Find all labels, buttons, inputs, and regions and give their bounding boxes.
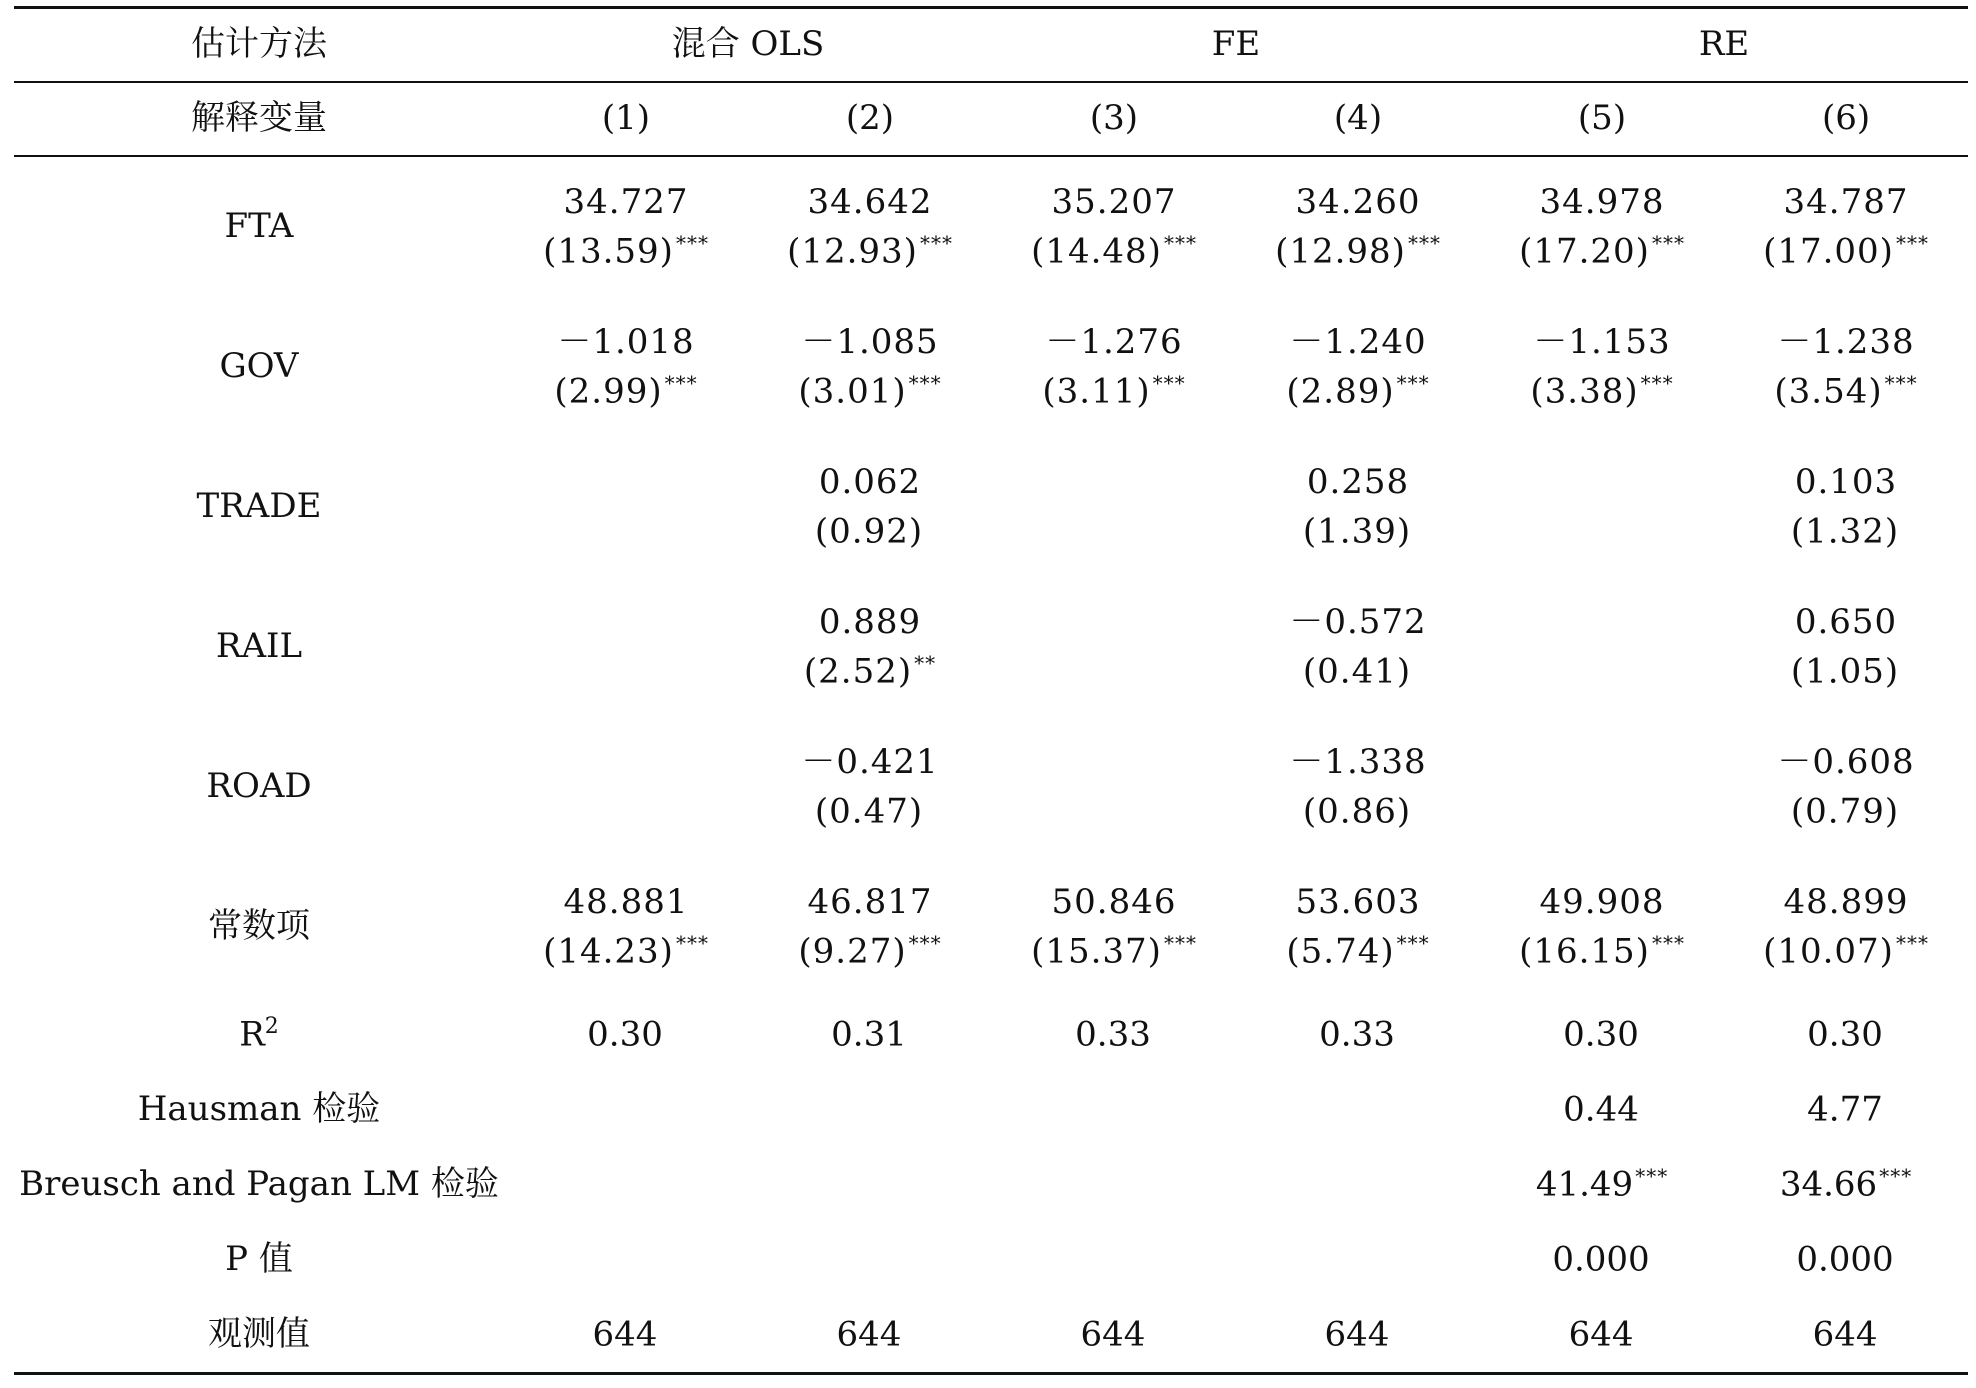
- cell-road-1: [504, 717, 748, 857]
- cell-fta-1: 34.727 (13.59) ***: [504, 156, 748, 297]
- cell-r2-1: 0.30: [587, 1014, 663, 1055]
- cell-gov-6: －1.238 (3.54) ***: [1774, 321, 1918, 412]
- cell-hausman-3: [992, 1072, 1236, 1147]
- cell-fta-6: 34.787 (17.00) ***: [1724, 156, 1968, 297]
- cell-obs-6: 644: [1724, 1297, 1968, 1374]
- header-method-label: 估计方法: [14, 8, 504, 83]
- row-label-trade: TRADE: [196, 486, 322, 527]
- cell-obs-2: 644: [748, 1297, 992, 1374]
- row-label-r-squared: $R^2$: [239, 1014, 279, 1055]
- header-var-label: 解释变量: [14, 82, 504, 156]
- cell-road-4: －1.338 (0.86): [1289, 741, 1427, 832]
- cell-pval-4: [1236, 1222, 1480, 1297]
- cell-road-5: [1480, 717, 1724, 857]
- row-observations: [14, 1297, 1968, 1374]
- cell-rail-1: [504, 577, 748, 717]
- header-col-5: (5): [1480, 82, 1724, 156]
- header-col-1: (1): [504, 82, 748, 156]
- row-label-breusch-pagan: Breusch and Pagan LM 检验: [19, 1163, 499, 1204]
- regression-results-table: [14, 6, 1968, 1375]
- header-col-4: (4): [1236, 82, 1480, 156]
- header-row-columns: [14, 82, 1968, 156]
- row-r-squared: [14, 997, 1968, 1072]
- cell-hausman-6: 4.77: [1807, 1089, 1883, 1130]
- cell-trade-2: 0.062 (0.92): [814, 461, 924, 552]
- cell-road-3: [992, 717, 1236, 857]
- cell-bp-5: 41.49 ***: [1535, 1163, 1669, 1205]
- cell-trade-4: 0.258 (1.39): [1302, 461, 1412, 552]
- header-row-methods: [14, 8, 1968, 83]
- row-label-observations: 观测值: [14, 1297, 504, 1374]
- cell-const-3: 50.846 (15.37) ***: [1031, 881, 1197, 972]
- cell-r2-4: 0.33: [1319, 1014, 1395, 1055]
- cell-gov-3: －1.276 (3.11) ***: [1042, 321, 1186, 412]
- row-breusch-pagan: [14, 1147, 1968, 1222]
- cell-pval-2: [748, 1222, 992, 1297]
- cell-const-5: 49.908 (16.15) ***: [1519, 881, 1685, 972]
- row-label-road: ROAD: [206, 766, 312, 807]
- cell-bp-6: 34.66 ***: [1779, 1163, 1913, 1205]
- cell-pval-6: 0.000: [1796, 1239, 1894, 1280]
- cell-rail-4: －0.572 (0.41): [1289, 601, 1427, 692]
- row-label-p-value: P 值: [225, 1238, 293, 1279]
- cell-obs-5: 644: [1480, 1297, 1724, 1374]
- cell-gov-5: －1.153 (3.38) ***: [1530, 321, 1674, 412]
- row-road: [14, 717, 1968, 857]
- cell-const-1: 48.881 (14.23) ***: [543, 881, 709, 972]
- row-gov: [14, 297, 1968, 437]
- header-group-re: RE: [1480, 8, 1968, 83]
- cell-hausman-5: 0.44: [1563, 1089, 1639, 1130]
- header-group-fe: FE: [992, 8, 1480, 83]
- cell-trade-5: [1480, 437, 1724, 577]
- cell-rail-3: [992, 577, 1236, 717]
- row-p-value: [14, 1222, 1968, 1297]
- header-col-3: (3): [992, 82, 1236, 156]
- cell-pval-1: [504, 1222, 748, 1297]
- cell-rail-5: [1480, 577, 1724, 717]
- row-label-rail: RAIL: [215, 626, 303, 667]
- cell-trade-3: [992, 437, 1236, 577]
- cell-fta-3: 35.207 (14.48) ***: [992, 156, 1236, 297]
- row-constant: [14, 857, 1968, 997]
- cell-pval-5: 0.000: [1552, 1239, 1650, 1280]
- cell-trade-6: 0.103 (1.32): [1790, 461, 1900, 552]
- cell-bp-4: [1236, 1147, 1480, 1222]
- cell-bp-2: [748, 1147, 992, 1222]
- cell-r2-5: 0.30: [1563, 1014, 1639, 1055]
- row-label-constant: 常数项: [208, 906, 310, 947]
- cell-hausman-4: [1236, 1072, 1480, 1147]
- cell-r2-2: 0.31: [831, 1014, 907, 1055]
- row-trade: [14, 437, 1968, 577]
- cell-rail-6: 0.650 (1.05): [1790, 601, 1900, 692]
- cell-fta-5: 34.978 (17.20) ***: [1480, 156, 1724, 297]
- cell-trade-1: [504, 437, 748, 577]
- cell-gov-2: －1.085 (3.01) ***: [798, 321, 942, 412]
- cell-fta-2: 34.642 (12.93) ***: [748, 156, 992, 297]
- cell-pval-3: [992, 1222, 1236, 1297]
- cell-bp-1: [504, 1147, 748, 1222]
- regression-table-container: [14, 6, 1968, 1375]
- header-col-2: (2): [748, 82, 992, 156]
- row-rail: [14, 577, 1968, 717]
- cell-hausman-1: [504, 1072, 748, 1147]
- cell-obs-1: 644: [504, 1297, 748, 1374]
- cell-rail-2: 0.889 (2.52) **: [803, 601, 937, 692]
- row-hausman: [14, 1072, 1968, 1147]
- cell-fta-4: 34.260 (12.98) ***: [1236, 156, 1480, 297]
- row-fta: [14, 156, 1968, 297]
- row-label-gov: GOV: [219, 346, 299, 387]
- cell-const-4: 53.603 (5.74) ***: [1286, 881, 1430, 972]
- cell-obs-3: 644: [992, 1297, 1236, 1374]
- cell-const-2: 46.817 (9.27) ***: [798, 881, 942, 972]
- cell-road-2: －0.421 (0.47): [801, 741, 939, 832]
- cell-hausman-2: [748, 1072, 992, 1147]
- cell-bp-3: [992, 1147, 1236, 1222]
- header-group-ols: 混合 OLS: [504, 8, 992, 83]
- cell-r2-6: 0.30: [1807, 1014, 1883, 1055]
- cell-const-6: 48.899 (10.07) ***: [1763, 881, 1929, 972]
- header-col-6: (6): [1724, 82, 1968, 156]
- row-label-hausman: Hausman 检验: [137, 1088, 381, 1129]
- row-label-fta: FTA: [14, 156, 504, 297]
- cell-r2-3: 0.33: [1075, 1014, 1151, 1055]
- cell-gov-1: －1.018 (2.99) ***: [554, 321, 698, 412]
- cell-gov-4: －1.240 (2.89) ***: [1286, 321, 1430, 412]
- cell-road-6: －0.608 (0.79): [1777, 741, 1915, 832]
- cell-obs-4: 644: [1236, 1297, 1480, 1374]
